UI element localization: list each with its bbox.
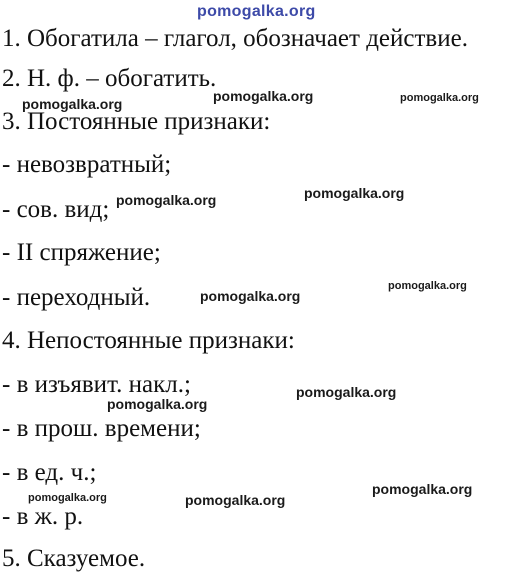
watermark: pomogalka.org: [107, 396, 208, 412]
text-line-7: - переходный.: [2, 284, 151, 311]
text-line-2: 2. Н. ф. – обогатить.: [2, 65, 217, 92]
watermark: pomogalka.org: [304, 185, 405, 201]
text-line-10: - в прош. времени;: [2, 415, 201, 442]
watermark: pomogalka.org: [200, 288, 301, 304]
watermark: pomogalka.org: [213, 88, 314, 104]
header-watermark: pomogalka.org: [197, 3, 316, 20]
text-line-11: - в ед. ч.;: [2, 459, 97, 486]
watermark: pomogalka.org: [185, 492, 286, 508]
watermark: pomogalka.org: [296, 384, 397, 400]
text-line-1: 1. Обогатила – глагол, обозначает действие.: [2, 25, 468, 52]
watermark: pomogalka.org: [372, 481, 473, 497]
text-line-5: - сов. вид;: [2, 196, 110, 223]
watermark: pomogalka.org: [388, 280, 467, 292]
watermark: pomogalka.org: [116, 192, 217, 208]
text-line-4: - невозвратный;: [2, 151, 172, 178]
watermark: pomogalka.org: [22, 96, 123, 112]
text-line-12: - в ж. р.: [2, 503, 84, 530]
text-line-6: - II спряжение;: [2, 239, 161, 266]
text-line-3: 3. Постоянные признаки:: [2, 108, 271, 135]
watermark: pomogalka.org: [400, 92, 479, 104]
text-line-9: - в изъявит. накл.;: [2, 371, 191, 398]
text-line-8: 4. Непостоянные признаки:: [2, 327, 295, 354]
text-line-13: 5. Сказуемое.: [2, 545, 146, 572]
watermark: pomogalka.org: [28, 492, 107, 504]
